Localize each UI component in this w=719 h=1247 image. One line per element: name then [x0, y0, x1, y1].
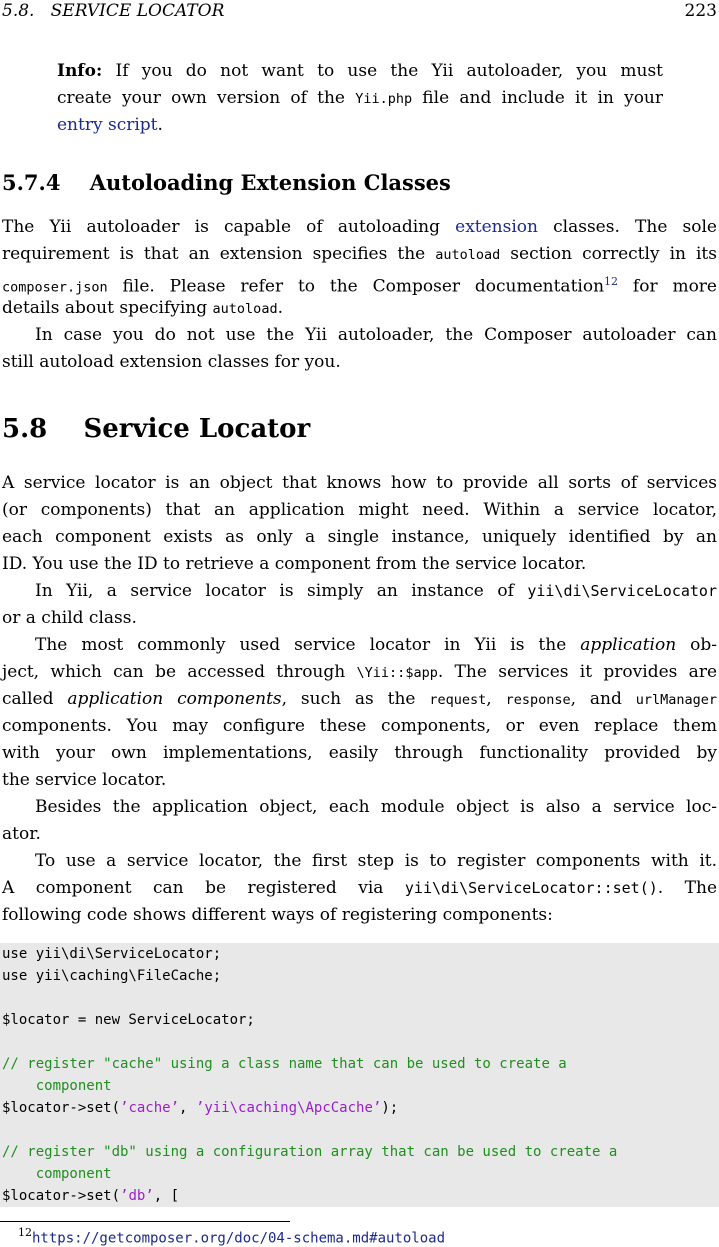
inline-code: composer.json: [2, 279, 108, 296]
inline-code: \Yii::$app: [356, 665, 438, 681]
inline-code: request: [429, 692, 487, 708]
sec-p3-line-6: the service locator.: [2, 770, 167, 790]
info-line-3: entry script.: [57, 115, 163, 135]
sec-p1-line-4: ID. You use the ID to retrieve a component from the service locator.: [2, 554, 587, 574]
code-line: use yii\di\ServiceLocator;: [2, 946, 222, 962]
inline-code: autoload: [212, 301, 278, 317]
inline-code: yii\di\ServiceLocator::set(): [404, 879, 658, 897]
code-string: ’db’: [120, 1188, 154, 1204]
info-label: Info:: [57, 61, 103, 81]
inline-code: response: [505, 692, 571, 708]
code-line: use yii\caching\FileCache;: [2, 968, 222, 984]
sec-p5-line-1: To use a service locator, the first step is to register components with it.: [35, 851, 717, 871]
code-comment: // register "db" using a configuration array that can be used to create a: [2, 1144, 618, 1160]
info-line-2: create your own version of the Yii.php file and include it in your: [57, 88, 663, 108]
code-comment: component: [2, 1166, 112, 1182]
sec-p3-line-1: The most commonly used service locator in Yii is the application ob-: [35, 635, 718, 655]
footnote-number: 12: [18, 1226, 32, 1239]
sub-p2-line-1: In case you do not use the Yii autoloader, the Composer autoloader can: [35, 325, 717, 345]
subsection-heading: 5.7.4 Autoloading Extension Classes: [2, 170, 451, 195]
info-line-1: [57, 58, 663, 85]
sec-p3-line-4: components. You may configure these components, or even replace them: [2, 716, 717, 736]
sec-p5-line-3: following code shows different ways of registering components:: [2, 905, 553, 925]
code-block: [0, 943, 719, 1207]
footnote-ref[interactable]: 12: [604, 275, 619, 288]
sec-p1-line-1: A service locator is an object that knows how to provide all sorts of services: [2, 473, 717, 493]
extension-link[interactable]: extension: [455, 217, 538, 237]
code-line: $locator->set(’cache’, ’yii\caching\ApcCache’);: [2, 1100, 399, 1116]
inline-code: urlManager: [635, 692, 717, 708]
entry-script-link[interactable]: entry script: [57, 115, 158, 135]
footnote: [18, 1226, 445, 1246]
sec-p3-line-2: ject, which can be accessed through \Yii::$app. The services it provides are: [2, 662, 718, 682]
footnote-rule: [0, 1221, 290, 1222]
code-line: $locator = new ServiceLocator;: [2, 1012, 255, 1028]
code-line: $locator->set(’db’, [: [2, 1188, 180, 1204]
info-text: If you do not want to use the Yii autoloader, you must: [115, 61, 664, 81]
sub-p1-line-4: details about specifying autoload.: [2, 298, 283, 318]
sec-p5-line-2: A component can be registered via yii\di\ServiceLocator::set(). The: [2, 878, 718, 898]
code-string: ’cache’: [120, 1100, 180, 1116]
code-comment: component: [2, 1078, 112, 1094]
page-number: 223: [684, 1, 717, 21]
sub-p1-line-2: requirement is that an extension specifies the autoload section correctly in its: [2, 244, 717, 264]
sec-p3-line-3: called application components, such as the request, response, and urlManager: [2, 689, 717, 709]
sec-p1-line-3: each component exists as only a single instance, uniquely identified by an: [2, 527, 717, 547]
inline-code: autoload: [435, 247, 501, 263]
sub-p1-line-3: composer.json file. Please refer to the Composer documentation$^{12}$ for more: [2, 275, 717, 297]
code-comment: // register "cache" using a class name that can be used to create a: [2, 1056, 567, 1072]
code-string: ’yii\caching\ApcCache’: [195, 1100, 382, 1116]
sub-p1-line-1: The Yii autoloader is capable of autoloading extension classes. The sole: [2, 217, 717, 237]
running-header-section: 5.8. SERVICE LOCATOR: [2, 1, 225, 21]
inline-code: yii\di\ServiceLocator: [527, 582, 717, 600]
sec-p3-line-5: with your own implementations, easily through functionality provided by: [2, 743, 717, 763]
sec-p4-line-2: ator.: [2, 824, 41, 844]
footnote-url-link[interactable]: https://getcomposer.org/doc/04-schema.md#autoload: [32, 1230, 446, 1247]
sec-p1-line-2: (or components) that an application might need. Within a service locator,: [2, 500, 717, 520]
sub-p2-line-2: still autoload extension classes for you.: [2, 352, 341, 372]
sec-p2-line-2: or a child class.: [2, 608, 137, 628]
inline-code: Yii.php: [355, 91, 413, 107]
sec-p4-line-1: Besides the application object, each module object is also a service loc-: [35, 797, 717, 817]
section-heading: 5.8 Service Locator: [2, 414, 311, 444]
sec-p2-line-1: In Yii, a service locator is simply an instance of yii\di\ServiceLocator: [35, 581, 717, 601]
